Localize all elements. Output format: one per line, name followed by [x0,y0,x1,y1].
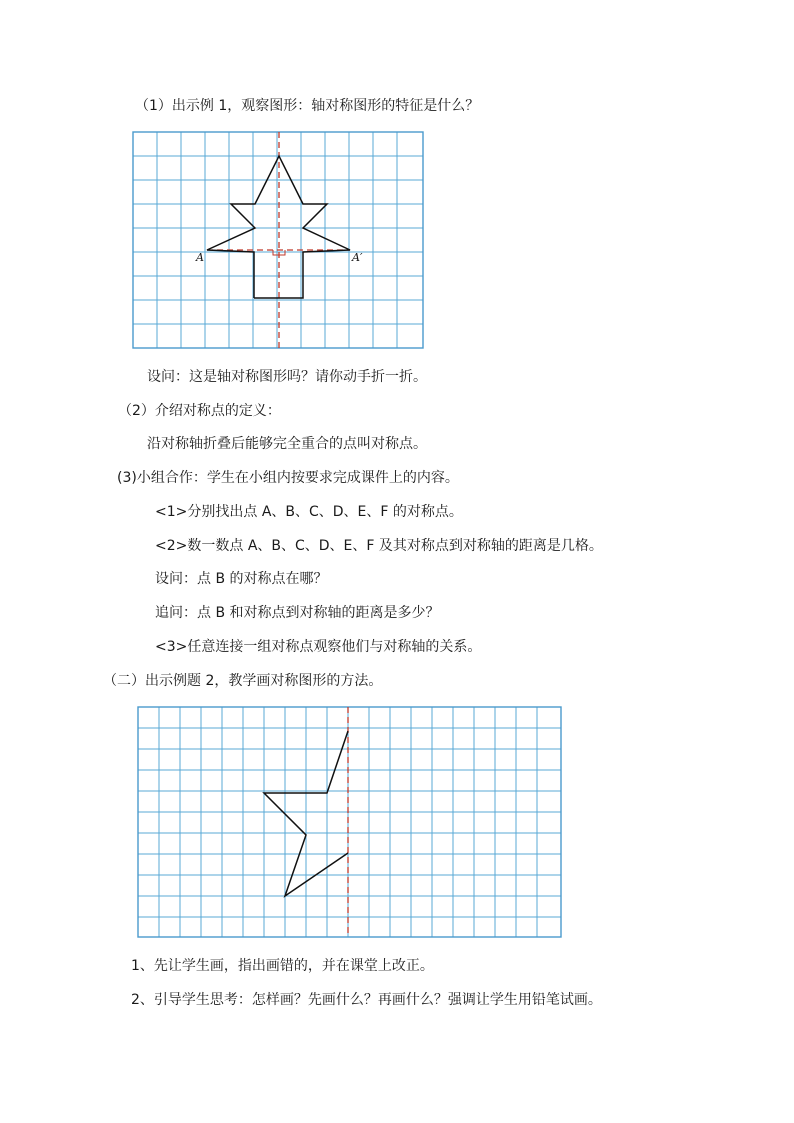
figure-2-grid [138,707,561,937]
example1-heading: （1）出示例 1，观察图形：轴对称图形的特征是什么？ [135,98,480,114]
symmetric-point-definition: 沿对称轴折叠后能够完全重合的点叫对称点。 [147,436,427,452]
task-1: <1>分别找出点 A、B、C、D、E、F 的对称点。 [155,504,463,520]
question-point-b: 设问：点 B 的对称点在哪？ [155,571,328,587]
step-2: 2、引导学生思考：怎样画？先画什么？再画什么？强调让学生用铅笔试画。 [131,992,602,1008]
symmetric-point-heading: （2）介绍对称点的定义： [118,403,281,419]
step-1: 1、先让学生画，指出画错的，并在课堂上改正。 [131,958,434,974]
figure-1-tree [133,132,423,348]
followup-point-b-distance: 追问：点 B 和对称点到对称轴的距离是多少？ [155,605,440,621]
example2-heading: （二）出示例题 2，教学画对称图形的方法。 [103,673,383,689]
figure-2-half-star [138,707,561,937]
task-3: <3>任意连接一组对称点观察他们与对称轴的关系。 [155,639,482,655]
question-is-symmetric: 设问：这是轴对称图形吗？请你动手折一折。 [147,369,427,385]
figure-1-grid [133,132,423,348]
group-work-heading: (3)小组合作：学生在小组内按要求完成课件上的内容。 [117,470,459,486]
task-2: <2>数一数点 A、B、C、D、E、F 及其对称点到对称轴的距离是几格。 [155,538,603,554]
point-a-label: A [196,251,204,264]
point-a-prime-label: A′ [352,251,363,264]
figure-1-border [133,132,423,348]
